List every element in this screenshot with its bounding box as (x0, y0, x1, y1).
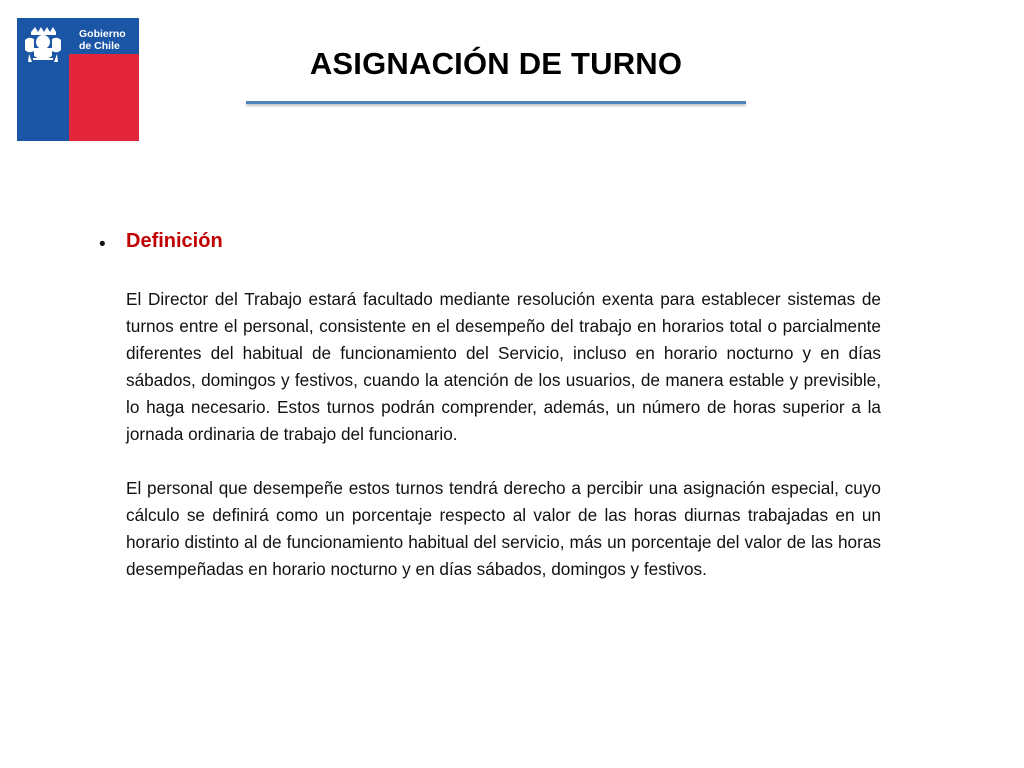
page-title: ASIGNACIÓN DE TURNO (309, 46, 683, 81)
logo-text (79, 28, 139, 52)
paragraph-1: El Director del Trabajo estará facultado mediante resolución exenta para establecer sistemas de turnos entre el personal, consistente en el desempeño del trabajo en horarios total o parcialmente diferentes del habitual de funcionamiento del Servicio, incluso en horario nocturno y en días sábados, domingos y festivos, cuando la atención de los usuarios, de manera estable y previsible, lo haga necesario. Estos turnos podrán comprender, además, un número de horas superior a la jornada ordinaria de trabajo del funcionario. (126, 289, 881, 444)
title-underline (246, 101, 746, 104)
definition-heading: Definición (126, 230, 223, 252)
content-section (97, 230, 881, 583)
gobierno-de-chile-logo (17, 18, 139, 141)
paragraph-2: El personal que desempeñe estos turnos tendrá derecho a percibir una asignación especial, cuyo cálculo se definirá como un porcentaje respecto al valor de las horas diurnas trabajadas en un horario distinto al de funcionamiento habitual del servicio, más un porcentaje del valor de las horas desempeñadas en horario nocturno y en días sábados, domingos y festivos. (126, 478, 881, 579)
definition-bullet-row (97, 230, 881, 258)
bullet-icon: • (99, 234, 106, 255)
logo-text-line1: Gobierno (79, 28, 126, 40)
logo-text-line2: de Chile (79, 40, 120, 52)
